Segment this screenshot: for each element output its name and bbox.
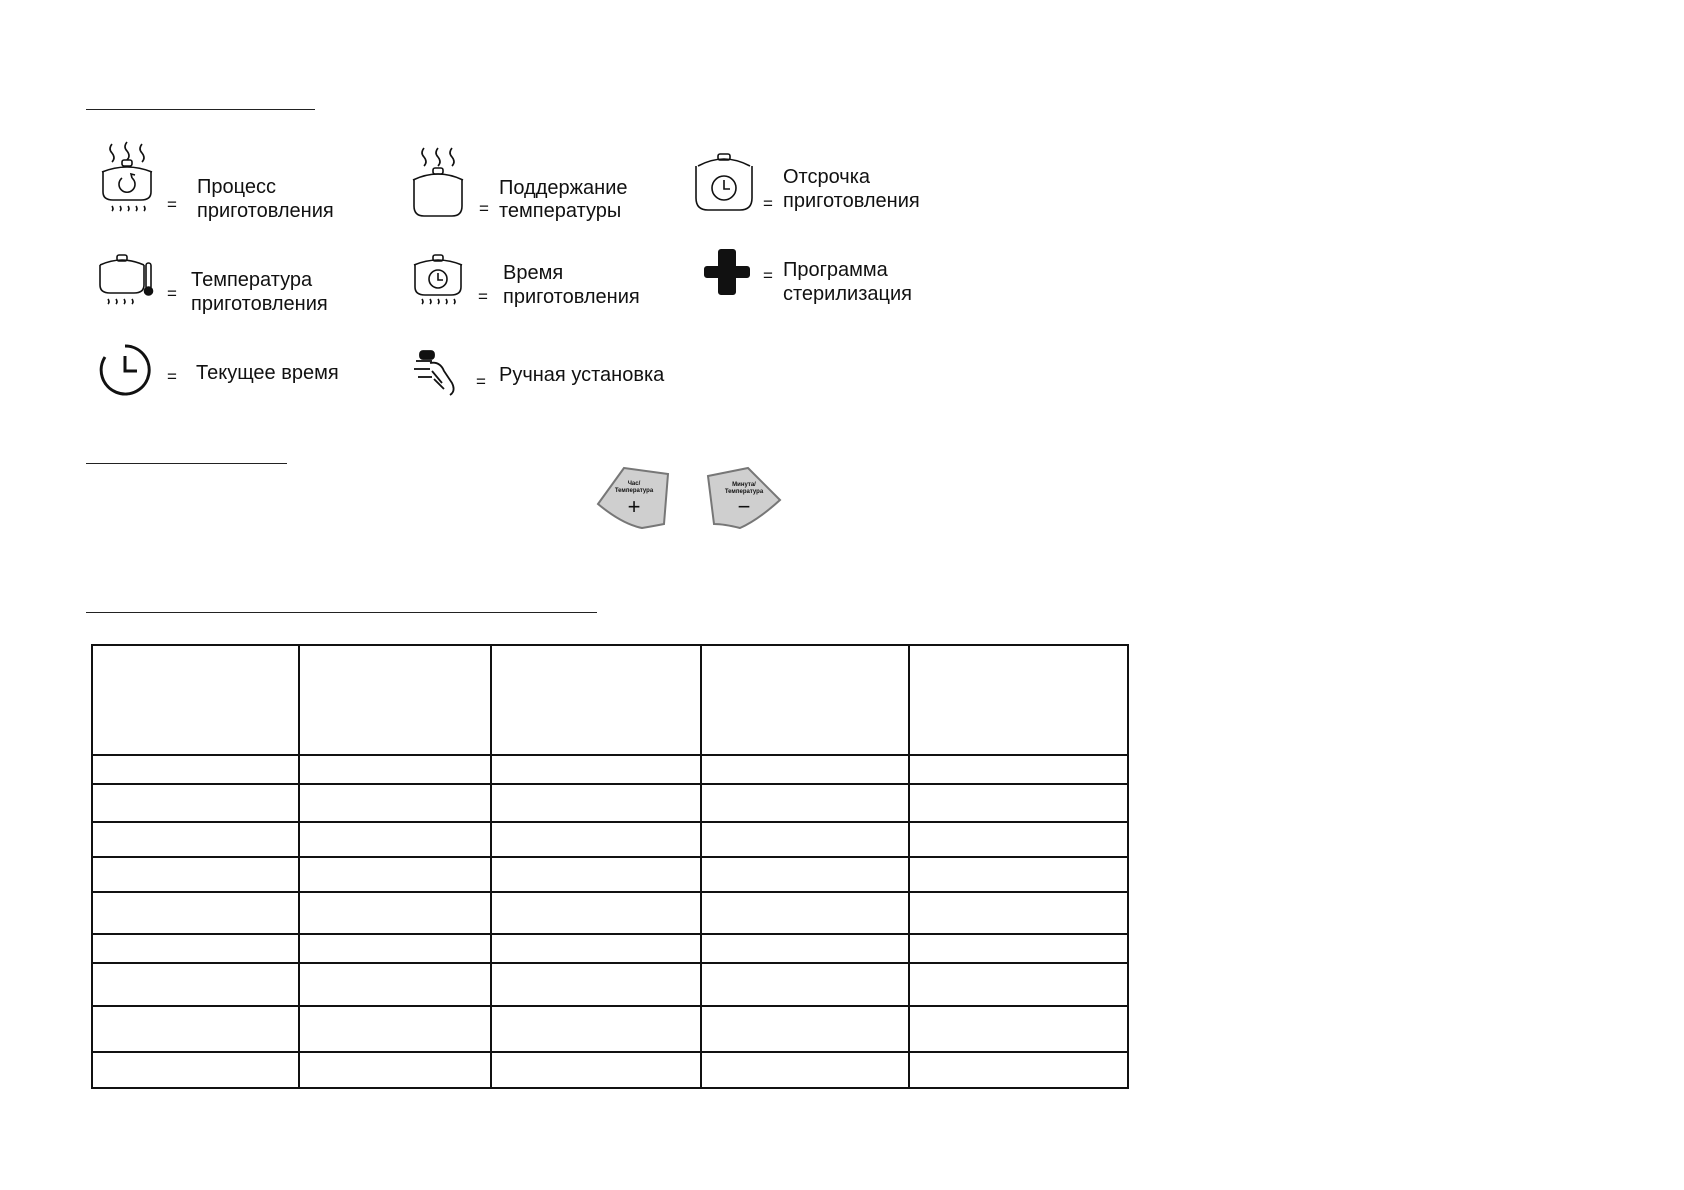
table-cell [299, 963, 491, 1006]
table-cell [701, 822, 909, 857]
equals-sign: = [167, 367, 177, 386]
legend-label: Процесс [197, 176, 276, 198]
table-cell [92, 645, 299, 755]
thermometer-pot-icon [96, 253, 156, 307]
keep-warm-icon [408, 146, 468, 220]
equals-sign: = [167, 195, 177, 214]
table-cell [491, 934, 701, 963]
table-cell [92, 1006, 299, 1052]
table-cell [491, 755, 701, 784]
cooking-process-icon [98, 140, 156, 214]
table-cell [92, 892, 299, 934]
legend-label: Текущее время [196, 362, 339, 384]
table-cell [909, 1006, 1128, 1052]
table-cell [909, 784, 1128, 822]
table-cell [299, 1006, 491, 1052]
table-cell [701, 1052, 909, 1088]
table-row [92, 934, 1128, 963]
equals-sign: = [167, 284, 177, 303]
clock-icon [98, 343, 152, 397]
equals-sign: = [476, 372, 486, 391]
timer-pot-icon [410, 253, 466, 309]
table-row [92, 822, 1128, 857]
table-cell [299, 934, 491, 963]
table-cell [299, 645, 491, 755]
minute-temperature-minus-key[interactable] [704, 466, 782, 530]
table-cell [299, 822, 491, 857]
table-cell [909, 645, 1128, 755]
table-cell [909, 1052, 1128, 1088]
table-cell [909, 892, 1128, 934]
table-row [92, 857, 1128, 892]
table-header-row [92, 645, 1128, 755]
table-cell [491, 892, 701, 934]
table-cell [491, 1052, 701, 1088]
table-cell [491, 963, 701, 1006]
plus-sign-icon: + [627, 494, 641, 519]
table-row [92, 1052, 1128, 1088]
table-cell [701, 645, 909, 755]
table-cell [909, 963, 1128, 1006]
table-cell [299, 1052, 491, 1088]
legend-label: Температура [191, 269, 313, 291]
table-cell [92, 822, 299, 857]
equals-sign: = [763, 194, 773, 213]
table-row [92, 1006, 1128, 1052]
table-cell [491, 822, 701, 857]
table-cell [491, 645, 701, 755]
legend-label: Отсрочка [783, 166, 871, 188]
table-cell [92, 784, 299, 822]
program-table [91, 644, 1129, 1089]
table-cell [491, 857, 701, 892]
legend-label: приготовления [191, 293, 328, 315]
legend-label: Поддержание [499, 177, 628, 199]
table-cell [92, 934, 299, 963]
section-rule-2 [86, 463, 287, 464]
plus-cross-icon [702, 247, 752, 297]
table-cell [701, 784, 909, 822]
table-cell [299, 784, 491, 822]
legend-label: приготовления [783, 190, 920, 212]
table-cell [299, 857, 491, 892]
table-row [92, 784, 1128, 822]
legend-label: приготовления [197, 200, 334, 222]
key-label-top: Час/ [627, 481, 641, 487]
equals-sign: = [479, 199, 489, 218]
legend-label: приготовления [503, 286, 640, 308]
minus-sign-icon: − [737, 494, 751, 519]
delay-start-icon [692, 150, 756, 216]
table-cell [701, 934, 909, 963]
table-row [92, 892, 1128, 934]
table-cell [701, 963, 909, 1006]
table-cell [701, 1006, 909, 1052]
table-cell [909, 857, 1128, 892]
table-cell [299, 755, 491, 784]
table-cell [299, 892, 491, 934]
legend-label: температуры [499, 200, 622, 222]
table-cell [491, 784, 701, 822]
table-row [92, 963, 1128, 1006]
legend-label: стерилизация [783, 283, 912, 305]
table-row [92, 755, 1128, 784]
key-label-bottom: Температура [724, 489, 764, 495]
table-cell [909, 755, 1128, 784]
table-cell [701, 857, 909, 892]
equals-sign: = [478, 287, 488, 306]
table-cell [701, 755, 909, 784]
table-cell [92, 963, 299, 1006]
key-label-top: Минута/ [732, 482, 756, 488]
section-rule-1 [86, 109, 315, 110]
table-cell [909, 934, 1128, 963]
key-label-bottom: Температура [614, 488, 654, 494]
table-cell [92, 857, 299, 892]
table-cell [491, 1006, 701, 1052]
legend-label: Программа [783, 259, 888, 281]
table-cell [701, 892, 909, 934]
equals-sign: = [763, 266, 773, 285]
table-cell [909, 822, 1128, 857]
hour-temperature-plus-key[interactable] [594, 466, 672, 530]
legend-label: Время [503, 262, 564, 284]
table-cell [92, 1052, 299, 1088]
table-cell [92, 755, 299, 784]
hand-press-icon [412, 349, 464, 397]
legend-label: Ручная установка [499, 364, 665, 386]
section-rule-3 [86, 612, 597, 613]
